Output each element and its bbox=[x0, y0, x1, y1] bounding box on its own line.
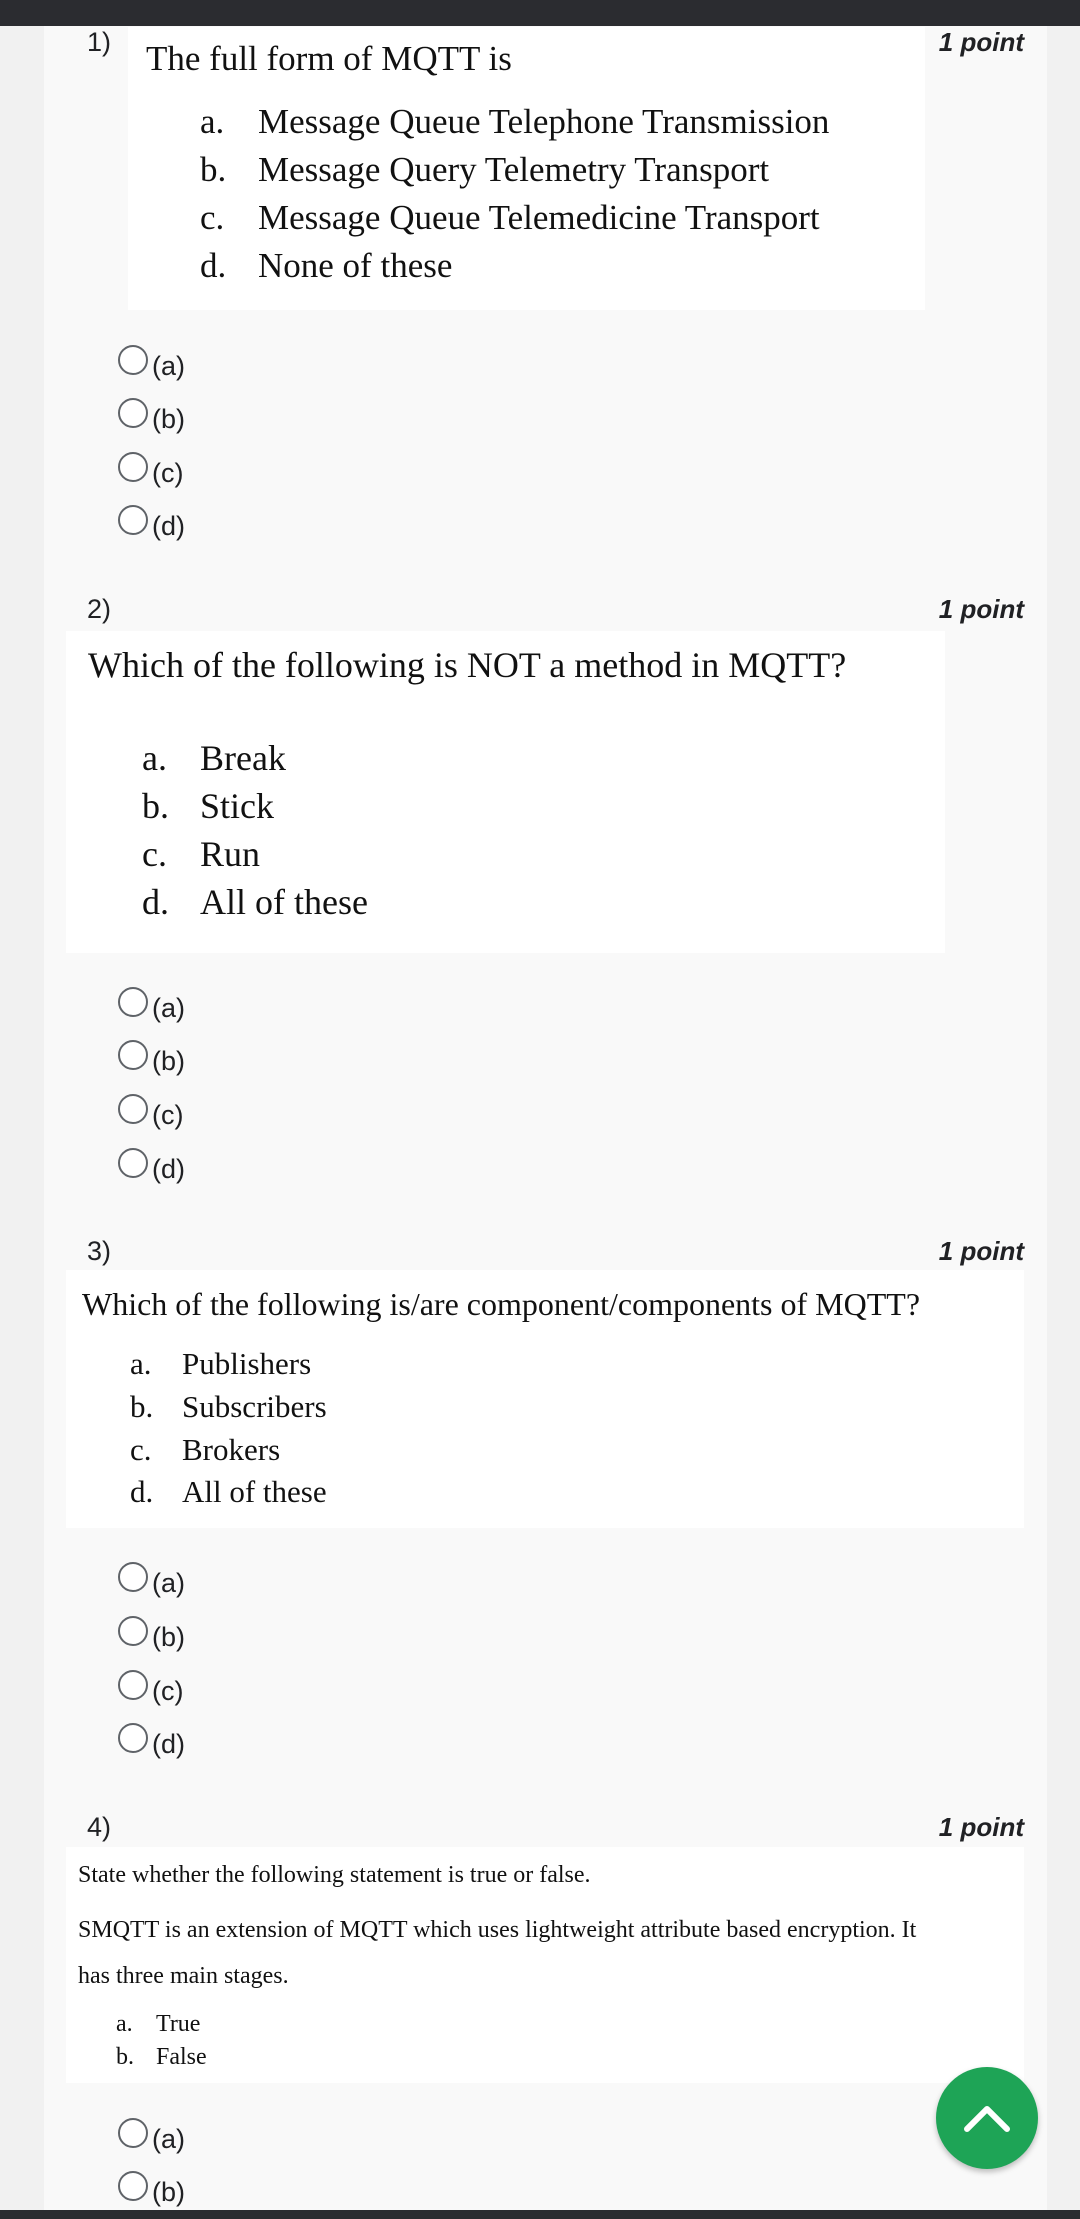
question-image bbox=[66, 1270, 1024, 1528]
option-item: c. Message Queue Telemedicine Transport bbox=[200, 198, 820, 237]
option-item: a. Message Queue Telephone Transmission bbox=[200, 102, 830, 141]
points-label: 1 point bbox=[938, 27, 1024, 57]
answer-label: (b) bbox=[152, 2176, 185, 2207]
radio-button[interactable] bbox=[118, 1723, 148, 1753]
radio-button[interactable] bbox=[118, 1562, 148, 1592]
option-item: a. Publishers bbox=[130, 1346, 312, 1381]
answer-option[interactable] bbox=[118, 1089, 183, 1129]
radio-button[interactable] bbox=[118, 1616, 148, 1646]
points-label: 1 point bbox=[938, 1236, 1024, 1266]
question-image bbox=[128, 27, 925, 310]
answer-label: (d) bbox=[152, 510, 185, 541]
radio-button[interactable] bbox=[118, 1148, 148, 1178]
radio-button[interactable] bbox=[118, 1094, 148, 1124]
option-item: c. Brokers bbox=[130, 1432, 281, 1467]
question-number: 1) bbox=[87, 27, 112, 57]
answer-option[interactable] bbox=[118, 500, 185, 540]
points-label: 1 point bbox=[938, 1812, 1024, 1842]
answer-label: (c) bbox=[152, 457, 184, 488]
radio-button[interactable] bbox=[118, 452, 148, 482]
option-item: b. Subscribers bbox=[130, 1389, 327, 1424]
answer-label: (a) bbox=[152, 1567, 185, 1598]
answer-option[interactable] bbox=[118, 982, 185, 1022]
radio-button[interactable] bbox=[118, 398, 148, 428]
option-item: b. False bbox=[116, 2044, 207, 2070]
radio-button[interactable] bbox=[118, 1040, 148, 1070]
question-text: Which of the following is NOT a method in MQTT? bbox=[88, 645, 847, 685]
option-item: d. None of these bbox=[200, 246, 453, 285]
answer-option[interactable] bbox=[118, 393, 185, 433]
answer-label: (b) bbox=[152, 1045, 185, 1076]
option-item: d. All of these bbox=[142, 882, 368, 922]
statement-text: has three main stages. bbox=[78, 1963, 289, 1989]
radio-button[interactable] bbox=[118, 2171, 148, 2201]
answer-label: (b) bbox=[152, 403, 185, 434]
question-image bbox=[66, 1847, 1024, 2083]
option-item: c. Run bbox=[142, 834, 261, 874]
status-bar bbox=[0, 0, 1080, 26]
question-image bbox=[66, 631, 945, 953]
option-item: a. Break bbox=[142, 738, 286, 778]
answer-option[interactable] bbox=[118, 1718, 185, 1758]
answer-option[interactable] bbox=[118, 1665, 183, 1705]
option-item: b. Message Query Telemetry Transport bbox=[200, 150, 770, 189]
chevron-up-icon bbox=[963, 2103, 1011, 2133]
question-text: Which of the following is/are component/components of MQTT? bbox=[82, 1286, 921, 1322]
answer-option[interactable] bbox=[118, 1557, 185, 1597]
answer-label: (a) bbox=[152, 992, 185, 1023]
question-number: 3) bbox=[87, 1236, 112, 1266]
answer-option[interactable] bbox=[118, 447, 183, 487]
question-text: The full form of MQTT is bbox=[146, 39, 512, 78]
radio-button[interactable] bbox=[118, 505, 148, 535]
answer-option[interactable] bbox=[118, 2113, 185, 2153]
answer-label: (d) bbox=[152, 1728, 185, 1759]
question-text: State whether the following statement is true or false. bbox=[78, 1862, 591, 1888]
statement-text: SMQTT is an extension of MQTT which uses lightweight attribute based encryption. It bbox=[78, 1917, 917, 1943]
answer-label: (a) bbox=[152, 350, 185, 381]
question-number: 4) bbox=[87, 1812, 112, 1842]
answer-label: (c) bbox=[152, 1099, 184, 1130]
radio-button[interactable] bbox=[118, 345, 148, 375]
option-item: b. Stick bbox=[142, 786, 275, 826]
answer-label: (d) bbox=[152, 1153, 185, 1184]
radio-button[interactable] bbox=[118, 987, 148, 1017]
answer-label: (a) bbox=[152, 2123, 185, 2154]
option-item: a. True bbox=[116, 2011, 201, 2037]
answer-label: (c) bbox=[152, 1675, 184, 1706]
option-item: d. All of these bbox=[130, 1474, 327, 1509]
answer-label: (b) bbox=[152, 1621, 185, 1652]
navigation-bar bbox=[0, 2210, 1080, 2219]
answer-option[interactable] bbox=[118, 2166, 185, 2206]
radio-button[interactable] bbox=[118, 2118, 148, 2148]
answer-option[interactable] bbox=[118, 1035, 185, 1075]
points-label: 1 point bbox=[938, 594, 1024, 624]
question-number: 2) bbox=[87, 594, 112, 624]
answer-option[interactable] bbox=[118, 1143, 185, 1183]
answer-option[interactable] bbox=[118, 1611, 185, 1651]
radio-button[interactable] bbox=[118, 1670, 148, 1700]
answer-option[interactable] bbox=[118, 340, 185, 380]
scroll-to-top-button[interactable] bbox=[936, 2067, 1038, 2169]
